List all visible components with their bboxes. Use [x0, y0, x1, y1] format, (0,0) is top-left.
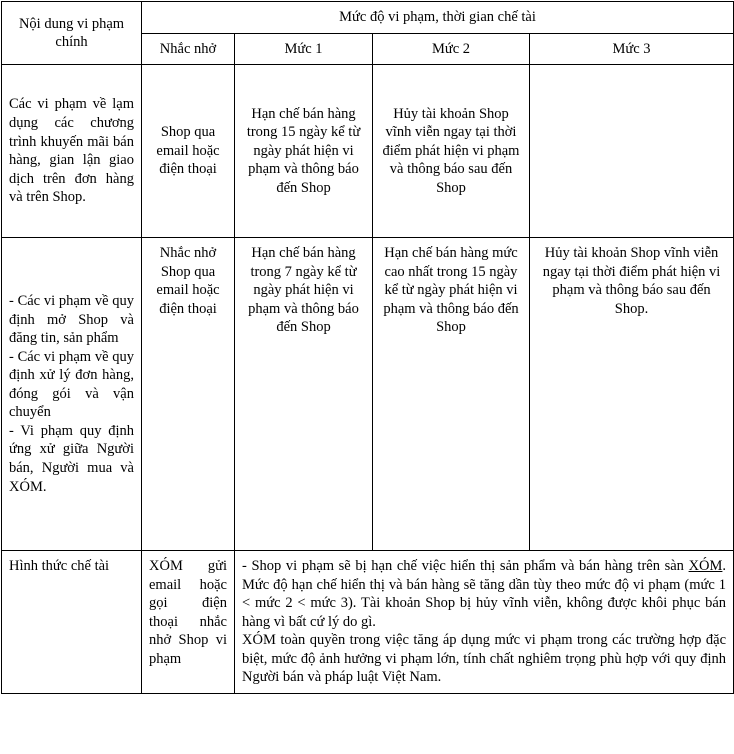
table-row: [2, 65, 734, 238]
row1-level-2: Hủy tài khoản Shop vĩnh viễn ngay tại thời điểm phát hiện vi phạm và thông báo sau đến Shop: [373, 65, 530, 238]
header-content-column: Nội dung vi phạm chính: [2, 2, 142, 65]
row1-level-1: Hạn chế bán hàng trong 15 ngày kể từ ngày phát hiện vi phạm và thông báo đến Shop: [235, 65, 373, 238]
row2-level-3: Hủy tài khoản Shop vĩnh viễn ngay tại thời điểm phát hiện vi phạm và thông báo sau đến Shop.: [530, 238, 734, 551]
header-level-2: Mức 2: [373, 33, 530, 65]
footer-label: Hình thức chế tài: [2, 551, 142, 694]
header-level-remind: Nhắc nhở: [142, 33, 235, 65]
row1-topic: Các vi phạm về lạm dụng các chương trình khuyến mãi bán hàng, gian lận giao dịch trên đơn hàng và trên Shop.: [2, 65, 142, 238]
penalty-table: [1, 1, 734, 694]
row1-level-3: [530, 65, 734, 238]
document-page: [0, 1, 734, 754]
row2-topic: [2, 238, 142, 551]
row2-topic-line: - Các vi phạm về quy định xử lý đơn hàng, đóng gói và vận chuyển: [9, 348, 134, 421]
table-header-row-1: [2, 2, 734, 34]
footer-note: [235, 551, 734, 694]
table-footer-row: [2, 551, 734, 694]
footer-note-text-b: . Mức độ hạn chế hiển thị và bán hàng sẽ tăng dần tùy theo mức độ vi phạm (mức 1 < mức 2 < mức 3). Tài khoản Shop bị hủy vĩnh viễn, không được khôi phục bán hàng vì bất cứ lý do gì.: [242, 558, 727, 630]
footer-note-paragraph-1: [242, 557, 726, 631]
footer-note-text-a: - Shop vi phạm sẽ bị hạn chế việc hiển thị sản phẩm và bán hàng trên sàn: [242, 558, 689, 575]
footer-note-paragraph-2: XÓM toàn quyền trong việc tăng áp dụng mức vi phạm trong các trường hợp đặc biệt, mức độ ảnh hưởng vi phạm lớn, tính chất nghiêm trọng phù hợp với quy định Người bán và pháp luật Việt Nam.: [242, 632, 727, 686]
footer-note-brand: XÓM: [688, 558, 723, 575]
row2-remind: Nhắc nhở Shop qua email hoặc điện thoại: [142, 238, 235, 551]
footer-remind: XÓM gửi email hoặc gọi điện thoại nhắc nhở Shop vi phạm: [142, 551, 235, 694]
header-severity-group: Mức độ vi phạm, thời gian chế tài: [142, 2, 734, 34]
row2-level-2: Hạn chế bán hàng mức cao nhất trong 15 ngày kể từ ngày phát hiện vi phạm và thông báo đến Shop: [373, 238, 530, 551]
row2-level-1: Hạn chế bán hàng trong 7 ngày kể từ ngày phát hiện vi phạm và thông báo đến Shop: [235, 238, 373, 551]
row2-topic-line: - Vi phạm quy định ứng xử giữa Người bán, Người mua và XÓM.: [9, 422, 134, 495]
row1-remind: Shop qua email hoặc điện thoại: [142, 65, 235, 238]
header-level-3: Mức 3: [530, 33, 734, 65]
row2-topic-line: - Các vi phạm về quy định mở Shop và đăng tin, sản phẩm: [9, 293, 134, 347]
header-level-1: Mức 1: [235, 33, 373, 65]
table-row: [2, 238, 734, 551]
